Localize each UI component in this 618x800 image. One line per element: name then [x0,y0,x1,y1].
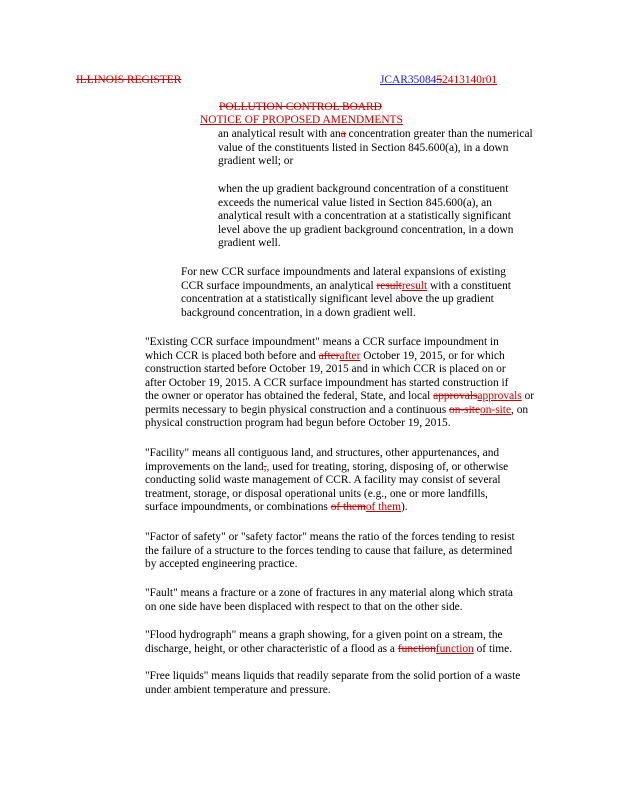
text-line: improvements on the land [145,460,264,473]
text-line: under ambient temperature and pressure. [145,683,331,696]
register-title: ILLINOIS REGISTER [76,74,182,86]
text-line: For new CCR surface impoundments and lateral expansions of existing [181,266,506,278]
text-line: used for treating, storing, disposing of, or otherwise [269,460,509,473]
jcar-code[interactable] [380,74,497,88]
text-line: construction started before October 19, 2015 and in which CCR is placed on or [145,363,506,375]
text-line: discharge, height, or other characteristic of a flood as a [145,642,398,655]
inserted-text: after [339,349,361,362]
text-line: gradient well. [218,237,281,249]
inserted-text: of them [365,501,401,513]
text-line: concentration greater than the numerical [345,128,533,140]
paragraph-upgradient [218,183,513,251]
text-line: which CCR is placed both before and [145,349,319,362]
text-line: the owner or operator has obtained the federal, State, and local [145,390,434,402]
text-line: of time. [473,642,513,655]
text-line: when the up gradient background concentration of a constituent [218,183,509,195]
definition-flood-hydrograph [145,629,512,656]
text-line: the failure of a structure to the forces tending to cause that failure, as determined [145,544,513,557]
definition-factor-of-safety [145,531,515,572]
text-line: "Factor of safety" or "safety factor" means the ratio of the forces tending to resist [145,531,515,543]
definition-existing-ccr [145,336,534,431]
deleted-text: on-site [449,403,481,416]
text-line: conducting solid waste management of CCR. A facility may consist of several [145,474,501,486]
text-line: exceeds the numerical value listed in Section 845.600(a), an [218,196,492,209]
text-line: an analytical result with an [218,128,341,140]
inserted-text: function [435,642,474,655]
jcar-code-deleted: 5 [436,74,443,86]
jcar-code-base: JCAR35084 [380,74,437,86]
deleted-text: after [318,349,340,362]
text-line: analytical result with a concentration at a statistically significant [218,210,511,222]
paragraph-analytical-result [218,128,533,169]
text-line: "Existing CCR surface impoundment" means a CCR surface impoundment in [145,336,499,348]
definition-fault [145,587,513,614]
deleted-text: of them [330,501,366,513]
text-line: gradient well; or [218,155,294,167]
text-line: , on [511,403,529,416]
text-line: after October 19, 2015. A CCR surface impoundment has started construction if [145,376,509,389]
text-line: by accepted engineering practice. [145,558,298,570]
text-line: ). [400,501,408,513]
inserted-text: approvals [477,390,522,402]
inserted-text: , [266,460,270,473]
deleted-text: , [263,460,267,473]
deleted-text: function [397,642,436,655]
deleted-text: approvals [433,390,478,402]
text-line: permits necessary to begin physical construction and a continuous [145,403,449,416]
definition-facility [145,447,508,515]
text-line: October 19, 2015, or for which [360,349,505,362]
text-line: level above the up gradient background concentration, in a down [218,223,514,236]
text-line: on one side have been displaced with respect to that on the other side. [145,600,463,613]
inserted-text: on-site [480,403,512,416]
text-line: concentration at a statistically significant level above the up gradient [181,293,494,305]
text-line: "Free liquids" means liquids that readily separate from the solid portion of a waste [145,670,521,682]
text-line: background concentration, in a down gradient well. [181,306,416,319]
jcar-code-inserted: 2413140r01 [442,74,498,86]
deleted-text: a [340,128,346,140]
text-line: "Facility" means all contiguous land, and structures, other appurtenances, and [145,447,500,459]
text-line: value of the constituents listed in Section 845.600(a), in a down [218,141,509,154]
board-title: POLLUTION CONTROL BOARD [219,101,382,113]
text-line: surface impoundments, or combinations [145,501,331,513]
text-line: with a constituent [427,279,511,292]
inserted-text: result [401,279,428,292]
text-line: "Flood hydrograph" means a graph showing, for a given point on a stream, the [145,629,503,641]
deleted-text: result [376,279,402,292]
text-line: treatment, storage, or disposal operational units (e.g., one or more landfills, [145,487,488,500]
definition-free-liquids [145,670,520,697]
text-line: "Fault" means a fracture or a zone of fractures in any material along which strata [145,587,513,599]
text-line: or [521,390,535,402]
notice-title: NOTICE OF PROPOSED AMENDMENTS [200,114,403,126]
paragraph-new-ccr [181,266,511,320]
text-line: physical construction program had begun before October 19, 2015. [145,417,451,429]
text-line: CCR surface impoundments, an analytical [181,279,377,292]
